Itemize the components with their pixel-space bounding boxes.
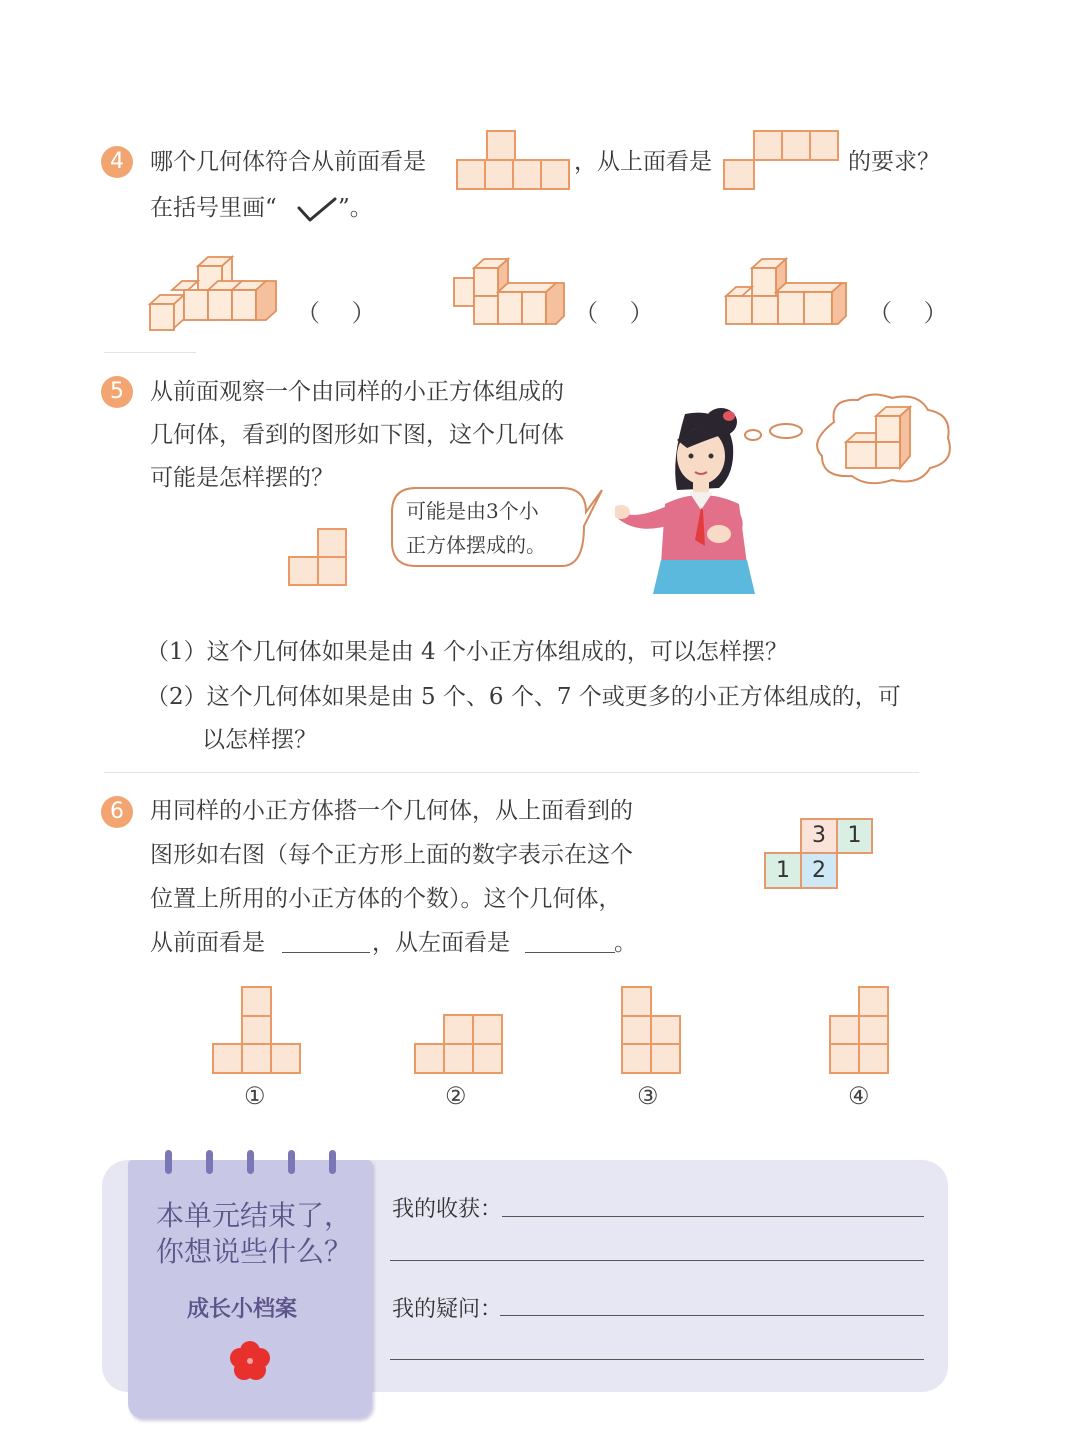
q5-line-2: 几何体，看到的图形如下图，这个几何体 — [150, 422, 564, 448]
front-view-answer-blank[interactable] — [282, 952, 370, 953]
grid-cell: 3 — [800, 818, 838, 854]
grid-cell: 1 — [764, 852, 802, 889]
q4-text-part1: 哪个几何体符合从前面看是 — [150, 149, 426, 175]
divider — [104, 352, 196, 353]
summary-title-line-2: 你想说些什么？ — [156, 1235, 353, 1268]
q4-answer-paren-3[interactable]: （ ） — [868, 299, 948, 327]
my-gain-line-1[interactable] — [502, 1216, 924, 1217]
q6-line-4-part1: 从前面看是 — [150, 930, 265, 956]
q4-answer-paren-1[interactable]: （ ） — [296, 299, 376, 327]
grid-cell: 2 — [800, 852, 838, 889]
q5-sub-question-2-line-1: （2）这个几何体如果是由 5 个、6 个、7 个或更多的小正方体组成的，可 — [146, 684, 901, 710]
q6-line-2: 图形如右图（每个正方形上面的数字表示在这个 — [150, 842, 633, 868]
q5-line-1: 从前面观察一个由同样的小正方体组成的 — [150, 379, 564, 405]
divider — [104, 772, 919, 773]
q4-front-view-figure — [456, 130, 576, 192]
option-label-4: ④ — [848, 1082, 870, 1110]
my-question-line-1[interactable] — [500, 1315, 924, 1316]
option-label-2: ② — [445, 1082, 467, 1110]
binder-ring — [288, 1150, 295, 1174]
q4-top-view-figure — [723, 130, 845, 192]
left-view-answer-blank[interactable] — [525, 952, 615, 953]
q5-front-view-figure — [288, 528, 348, 586]
q6-line-4-part3: 。 — [614, 930, 637, 956]
q6-line-1: 用同样的小正方体搭一个几何体，从上面看到的 — [150, 798, 633, 824]
question-6-badge: 6 — [101, 796, 133, 828]
my-question-line-2[interactable] — [390, 1359, 924, 1360]
option-label-3: ③ — [637, 1082, 659, 1110]
my-gain-line-2[interactable] — [390, 1260, 924, 1261]
binder-ring — [206, 1150, 213, 1174]
q4-option-2-cubes — [452, 256, 572, 328]
thought-cubes — [842, 404, 918, 472]
question-4-badge: 4 — [101, 146, 133, 178]
q6-option-4-figure — [829, 986, 889, 1074]
binder-ring — [329, 1150, 336, 1174]
my-gain-label: 我的收获： — [392, 1197, 503, 1222]
q4-option-3-cubes — [722, 256, 852, 328]
q5-sub-question-2-line-2: 以怎样摆？ — [202, 727, 317, 753]
flower-icon — [229, 1340, 271, 1382]
checkmark-icon — [296, 196, 338, 224]
q4-text-part5: ”。 — [338, 195, 373, 221]
my-question-label: 我的疑问： — [392, 1297, 503, 1322]
q4-text-part3: 的要求？ — [848, 149, 940, 175]
q4-option-1-cubes — [146, 254, 286, 334]
q4-text-part2: ，从上面看是 — [574, 149, 712, 175]
option-label-1: ① — [244, 1082, 266, 1110]
binder-ring — [247, 1150, 254, 1174]
q5-line-3: 可能是怎样摆的？ — [150, 465, 334, 491]
q6-line-3: 位置上所用的小正方体的个数）。这个几何体， — [150, 886, 622, 912]
q4-answer-paren-2[interactable]: （ ） — [574, 299, 654, 327]
grid-cell: 1 — [836, 818, 873, 854]
binder-ring — [165, 1150, 172, 1174]
summary-title-line-1: 本单元结束了， — [156, 1199, 353, 1232]
bubble-line-2: 正方体摆成的。 — [406, 533, 546, 557]
q6-option-1-figure — [212, 986, 302, 1074]
q4-text-part4: 在括号里画“ — [150, 195, 277, 221]
q6-option-2-figure — [414, 1014, 504, 1074]
q6-option-3-figure — [621, 986, 681, 1074]
bubble-line-1: 可能是由3个小 — [406, 499, 539, 523]
q6-line-4-part2: ，从左面看是 — [372, 930, 510, 956]
question-5-badge: 5 — [101, 376, 133, 408]
q5-sub-question-1: （1）这个几何体如果是由 4 个小正方体组成的，可以怎样摆？ — [146, 639, 788, 665]
summary-subtitle: 成长小档案 — [187, 1297, 298, 1322]
